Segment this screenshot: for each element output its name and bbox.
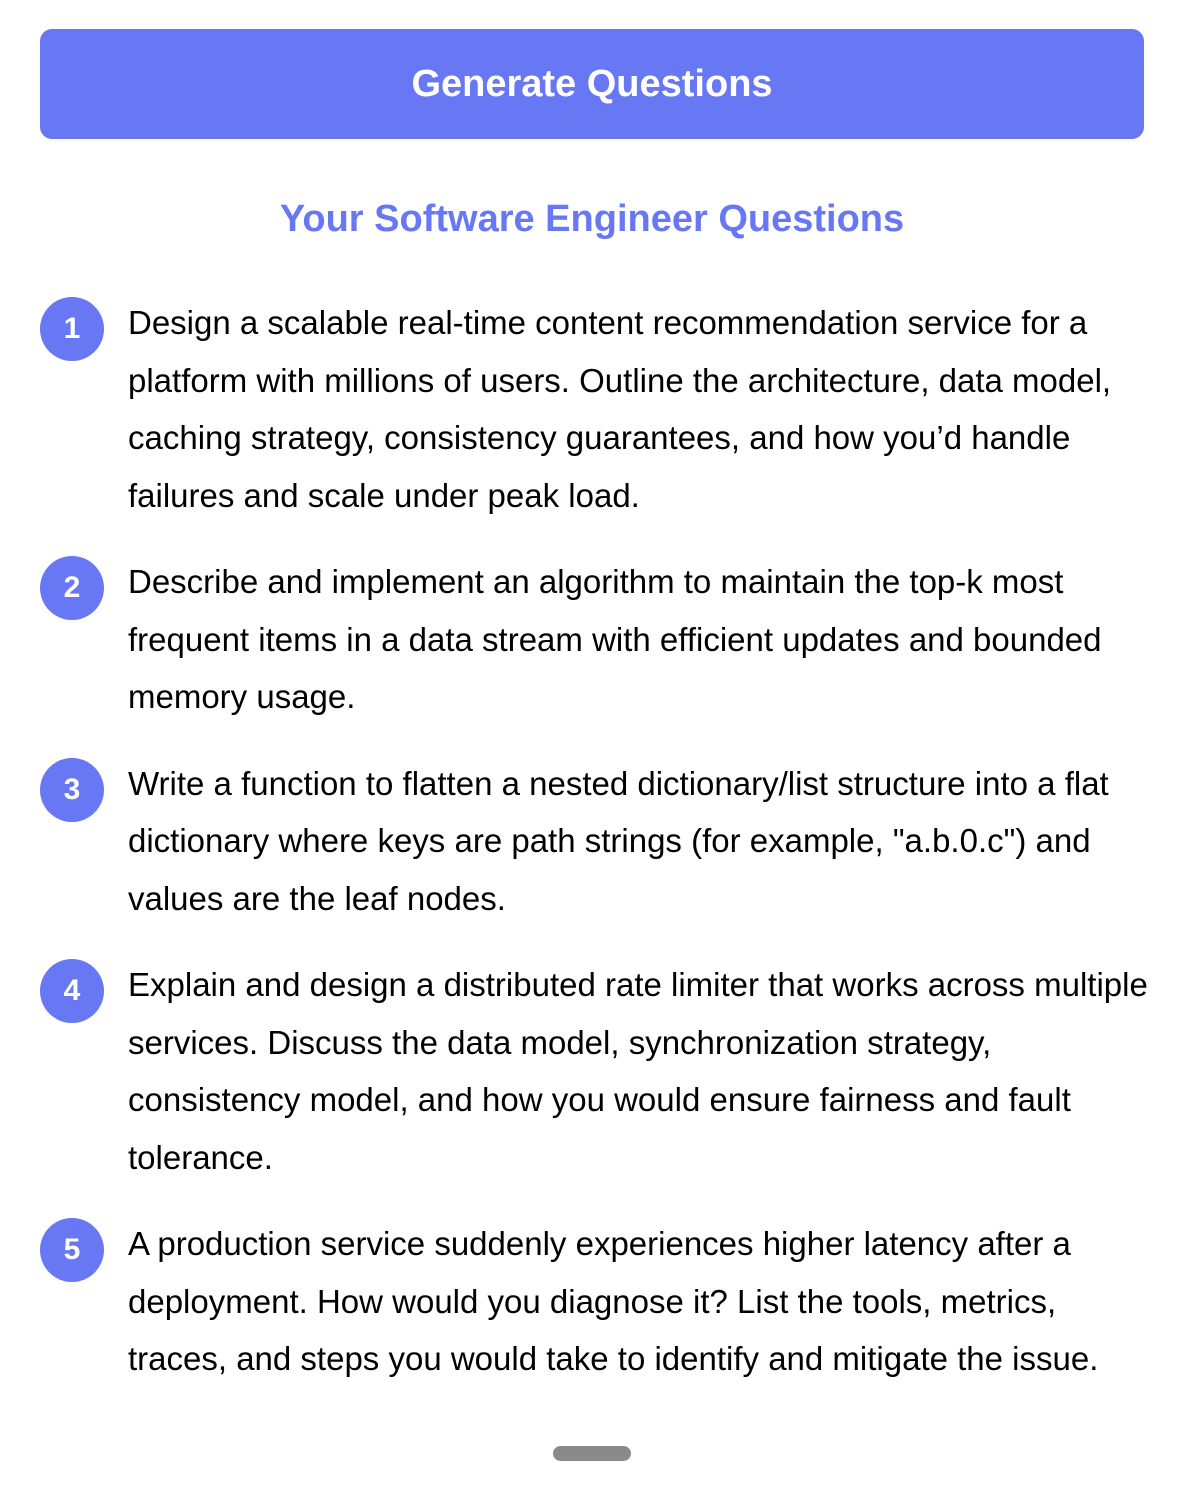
question-text: A production service suddenly experiences higher latency after a deployment. How would you diagnose it? List the tools, metrics, traces, and steps you would take to identify and mitigate the issue.: [128, 1225, 1099, 1377]
question-number-badge: 3: [40, 758, 104, 822]
question-text: Design a scalable real-time content recommendation service for a platform with millions of users. Outline the architecture, data model, caching strategy, consistency guarantees, and how you’d handle failures and scale under peak load.: [128, 304, 1112, 514]
generate-questions-button[interactable]: Generate Questions: [40, 29, 1144, 139]
question-item: [40, 959, 1150, 1186]
question-item: [40, 556, 1150, 726]
question-text: Explain and design a distributed rate limiter that works across multiple services. Discuss the data model, synchronization strategy, consistency model, and how you would ensure fairness and fault tolerance.: [128, 966, 1148, 1176]
question-number-badge: 5: [40, 1218, 104, 1282]
question-number-badge: 4: [40, 959, 104, 1023]
question-number-badge: 1: [40, 297, 104, 361]
question-item: [40, 758, 1150, 928]
section-title: Your Software Engineer Questions: [279, 198, 905, 240]
question-item: [40, 297, 1150, 524]
question-text: Write a function to flatten a nested dictionary/list structure into a flat dictionary where keys are path strings (for example, "a.b.0.c") and values are the leaf nodes.: [128, 764, 1109, 917]
question-text: Describe and implement an algorithm to maintain the top-k most frequent items in a data stream with efficient updates and bounded memory usage.: [128, 563, 1102, 715]
question-list: [40, 297, 1150, 1420]
scroll-handle[interactable]: [553, 1446, 631, 1461]
question-number-badge: 2: [40, 556, 104, 620]
question-item: [40, 1218, 1150, 1388]
